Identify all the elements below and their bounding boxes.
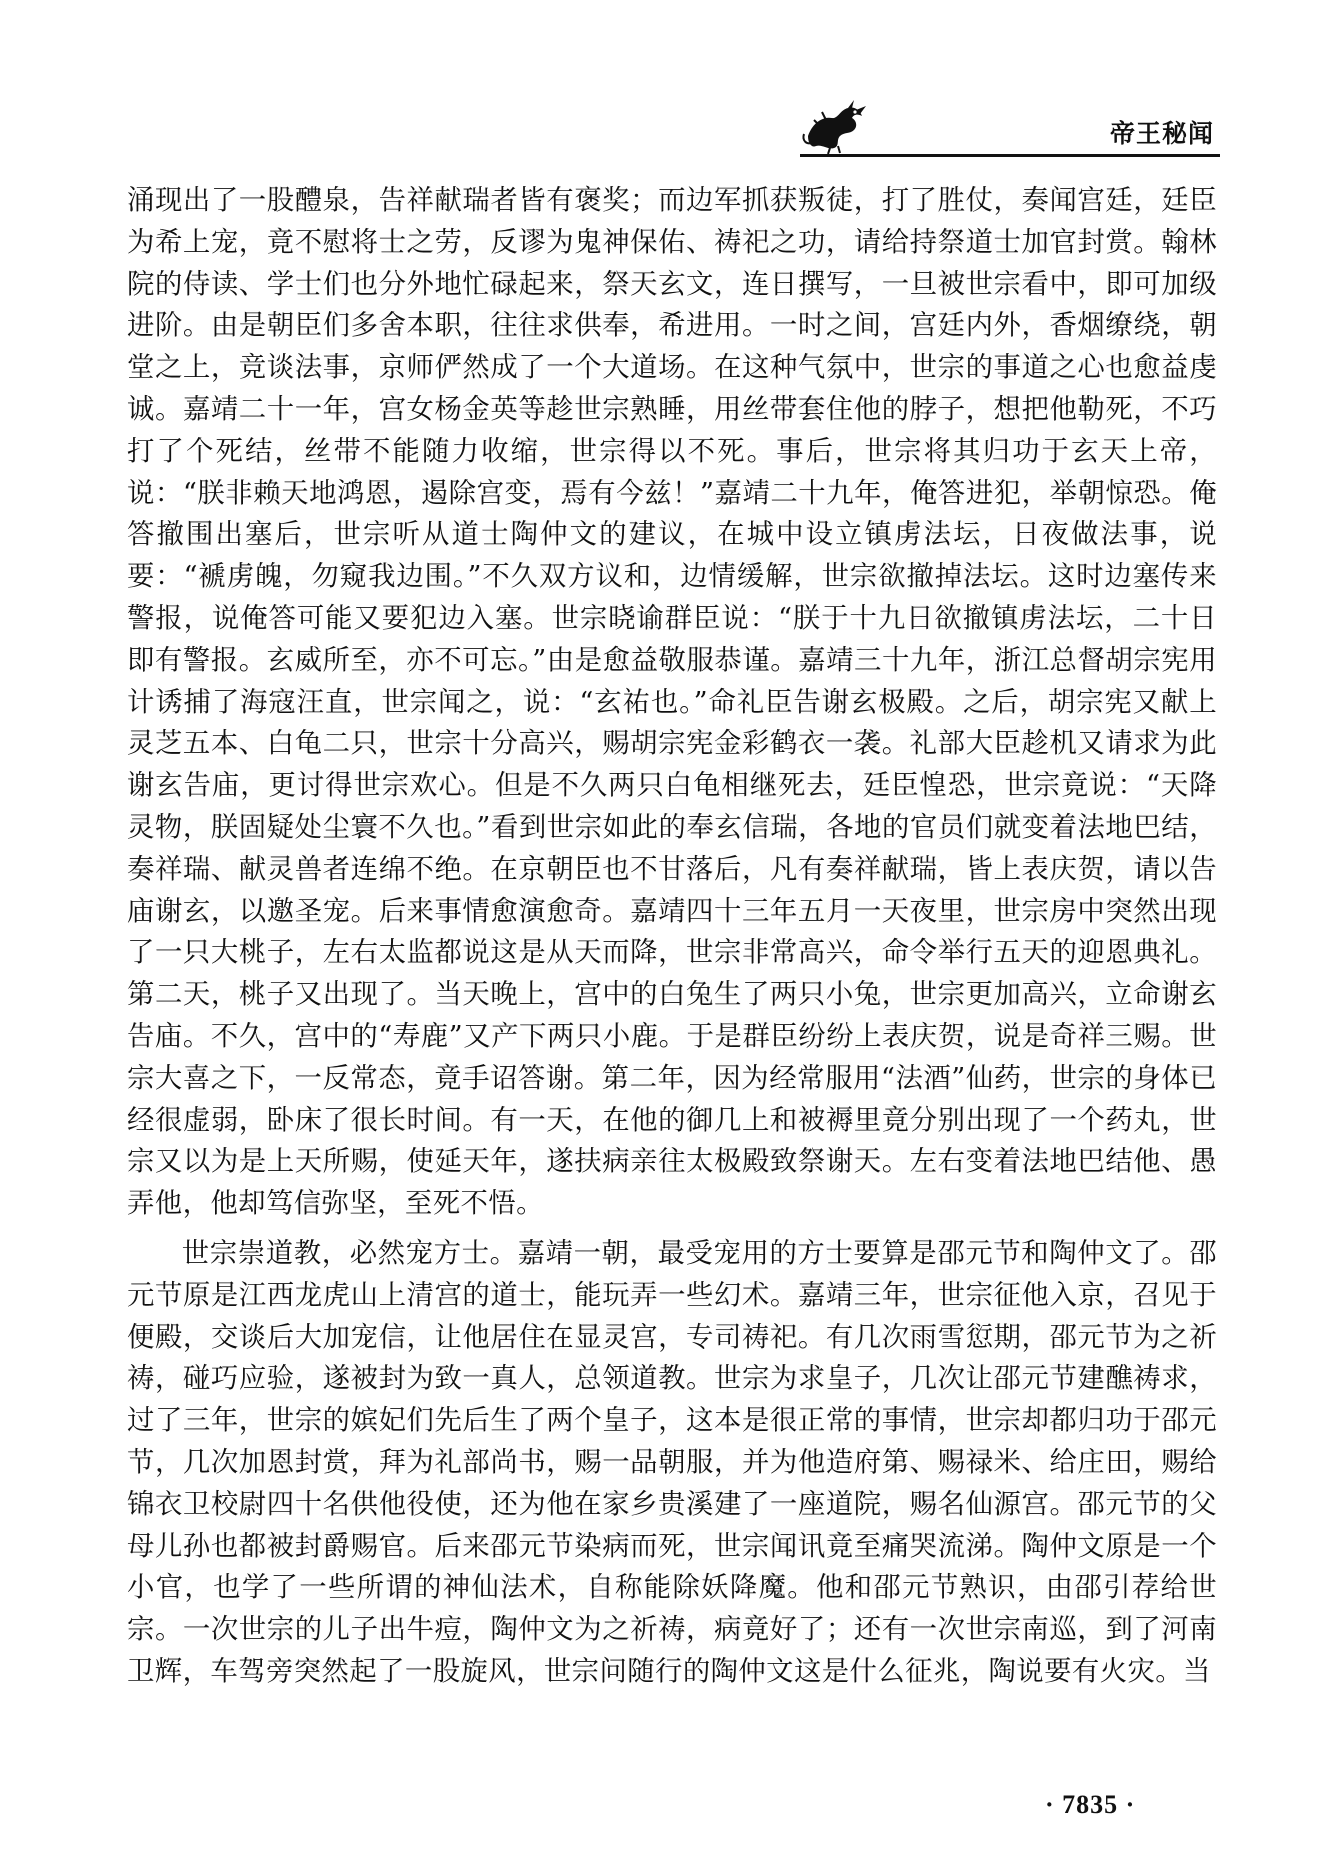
paragraph: 世宗崇道教，必然宠方士。嘉靖一朝，最受宠用的方士要算是邵元节和陶仲文了。邵元节原是江西龙虎山上清宫的道士，能玩弄一些幻术。嘉靖三年，世宗征他入京，召见于便殿，交谈后大加宠信，让他居住在显灵宫，专司祷祀。有几次雨雪愆期，邵元节为之祈祷，碰巧应验，遂被封为致一真人，总领道教。世宗为求皇子，几次让邵元节建醮祷求，过了三年，世宗的嫔妃们先后生了两个皇子，这本是很正常的事情，世宗却都归功于邵元节，几次加恩封赏，拜为礼部尚书，赐一品朝服，并为他造府第、赐禄米、给庄田，赐给锦衣卫校尉四十名供他役使，还为他在家乡贵溪建了一座道院，赐名仙源宫。邵元节的父母儿孙也都被封爵赐官。后来邵元节染病而死，世宗闻讯竟至痛哭流涕。陶仲文原是一个小官，也学了一些所谓的神仙法术，自称能除妖降魔。他和邵元节熟识，由邵引荐给世宗。一次世宗的儿子出牛痘，陶仲文为之祈祷，病竟好了；还有一次世宗南巡，到了河南卫辉，车驾旁突然起了一股旋风，世宗问随行的陶仲文这是什么征兆，陶说要有火灾。当: [127, 1237, 1217, 1687]
page-number: · 7835 ·: [1045, 1790, 1136, 1819]
header-rule: [800, 154, 1220, 157]
dragon-icon: [800, 96, 872, 154]
paragraph: 涌现出了一股醴泉，告祥献瑞者皆有褒奖；而边军抓获叛徒，打了胜仗，奏闻宫廷，廷臣为希上宠，竟不慰将士之劳，反谬为鬼神保佑、祷祀之功，请给持祭道士加官封赏。翰林院的侍读、学士们也分外地忙碌起来，祭天玄文，连日撰写，一旦被世宗看中，即可加级进阶。由是朝臣们多舍本职，往往求供奉，希进用。一时之间，宫廷内外，香烟缭绕，朝堂之上，竞谈法事，京师俨然成了一个大道场。在这种气氛中，世宗的事道之心也愈益虔诚。嘉靖二十一年，宫女杨金英等趁世宗熟睡，用丝带套住他的脖子，想把他勒死，不巧打了个死结，丝带不能随力收缩，世宗得以不死。事后，世宗将其归功于玄天上帝，说：“朕非赖天地鸿恩，遏除宫变，焉有今兹！”嘉靖二十九年，俺答进犯，举朝惊恐。俺答撤围出塞后，世宗听从道士陶仲文的建议，在城中设立镇虏法坛，日夜做法事，说要：“褫虏魄，勿窥我边围。”不久双方议和，边情缓解，世宗欲撤掉法坛。这时边塞传来警报，说俺答可能又要犯边入塞。世宗晓谕群臣说：“朕于十九日欲撤镇虏法坛，二十日即有警报。玄威所至，亦不可忘。”由是愈益敬服恭谨。嘉靖三十九年，浙江总督胡宗宪用计诱捕了海寇汪直，世宗闻之，说：“玄祐也。”命礼臣告谢玄极殿。之后，胡宗宪又献上灵芝五本、白龟二只，世宗十分高兴，赐胡宗宪金彩鹤衣一袭。礼部大臣趁机又请求为此谢玄告庙，更讨得世宗欢心。但是不久两只白龟相继死去，廷臣惶恐，世宗竟说：“天降灵物，朕固疑处尘寰不久也。”看到世宗如此的奉玄信瑞，各地的官员们就变着法地巴结，奏祥瑞、献灵兽者连绵不绝。在京朝臣也不甘落后，凡有奏祥献瑞，皆上表庆贺，请以告庙谢玄，以邀圣宠。后来事情愈演愈奇。嘉靖四十三年五月一天夜里，世宗房中突然出现了一只大桃子，左右太监都说这是从天而降，世宗非常高兴，命令举行五天的迎恩典礼。第二天，桃子又出现了。当天晚上，宫中的白兔生了两只小兔，世宗更加高兴，立命谢玄告庙。不久，宫中的“寿鹿”又产下两只小鹿。于是群臣纷纷上表庆贺，说是奇祥三赐。世宗大喜之下，一反常态，竟手诏答谢。第二年，因为经常服用“法酒”仙药，世宗的身体已经很虚弱，卧床了很长时间。有一天，在他的御几上和被褥里竟分别出现了一个药丸，世宗又以为是上天所赐，使延天年，遂扶病亲往太极殿致祭谢天。左右变着法地巴结他、愚弄他，他却笃信弥坚，至死不悟。: [127, 185, 1217, 1220]
running-header: [800, 96, 1220, 156]
body-text: [127, 180, 1217, 1693]
header-title: 帝王秘闻: [1109, 119, 1214, 148]
